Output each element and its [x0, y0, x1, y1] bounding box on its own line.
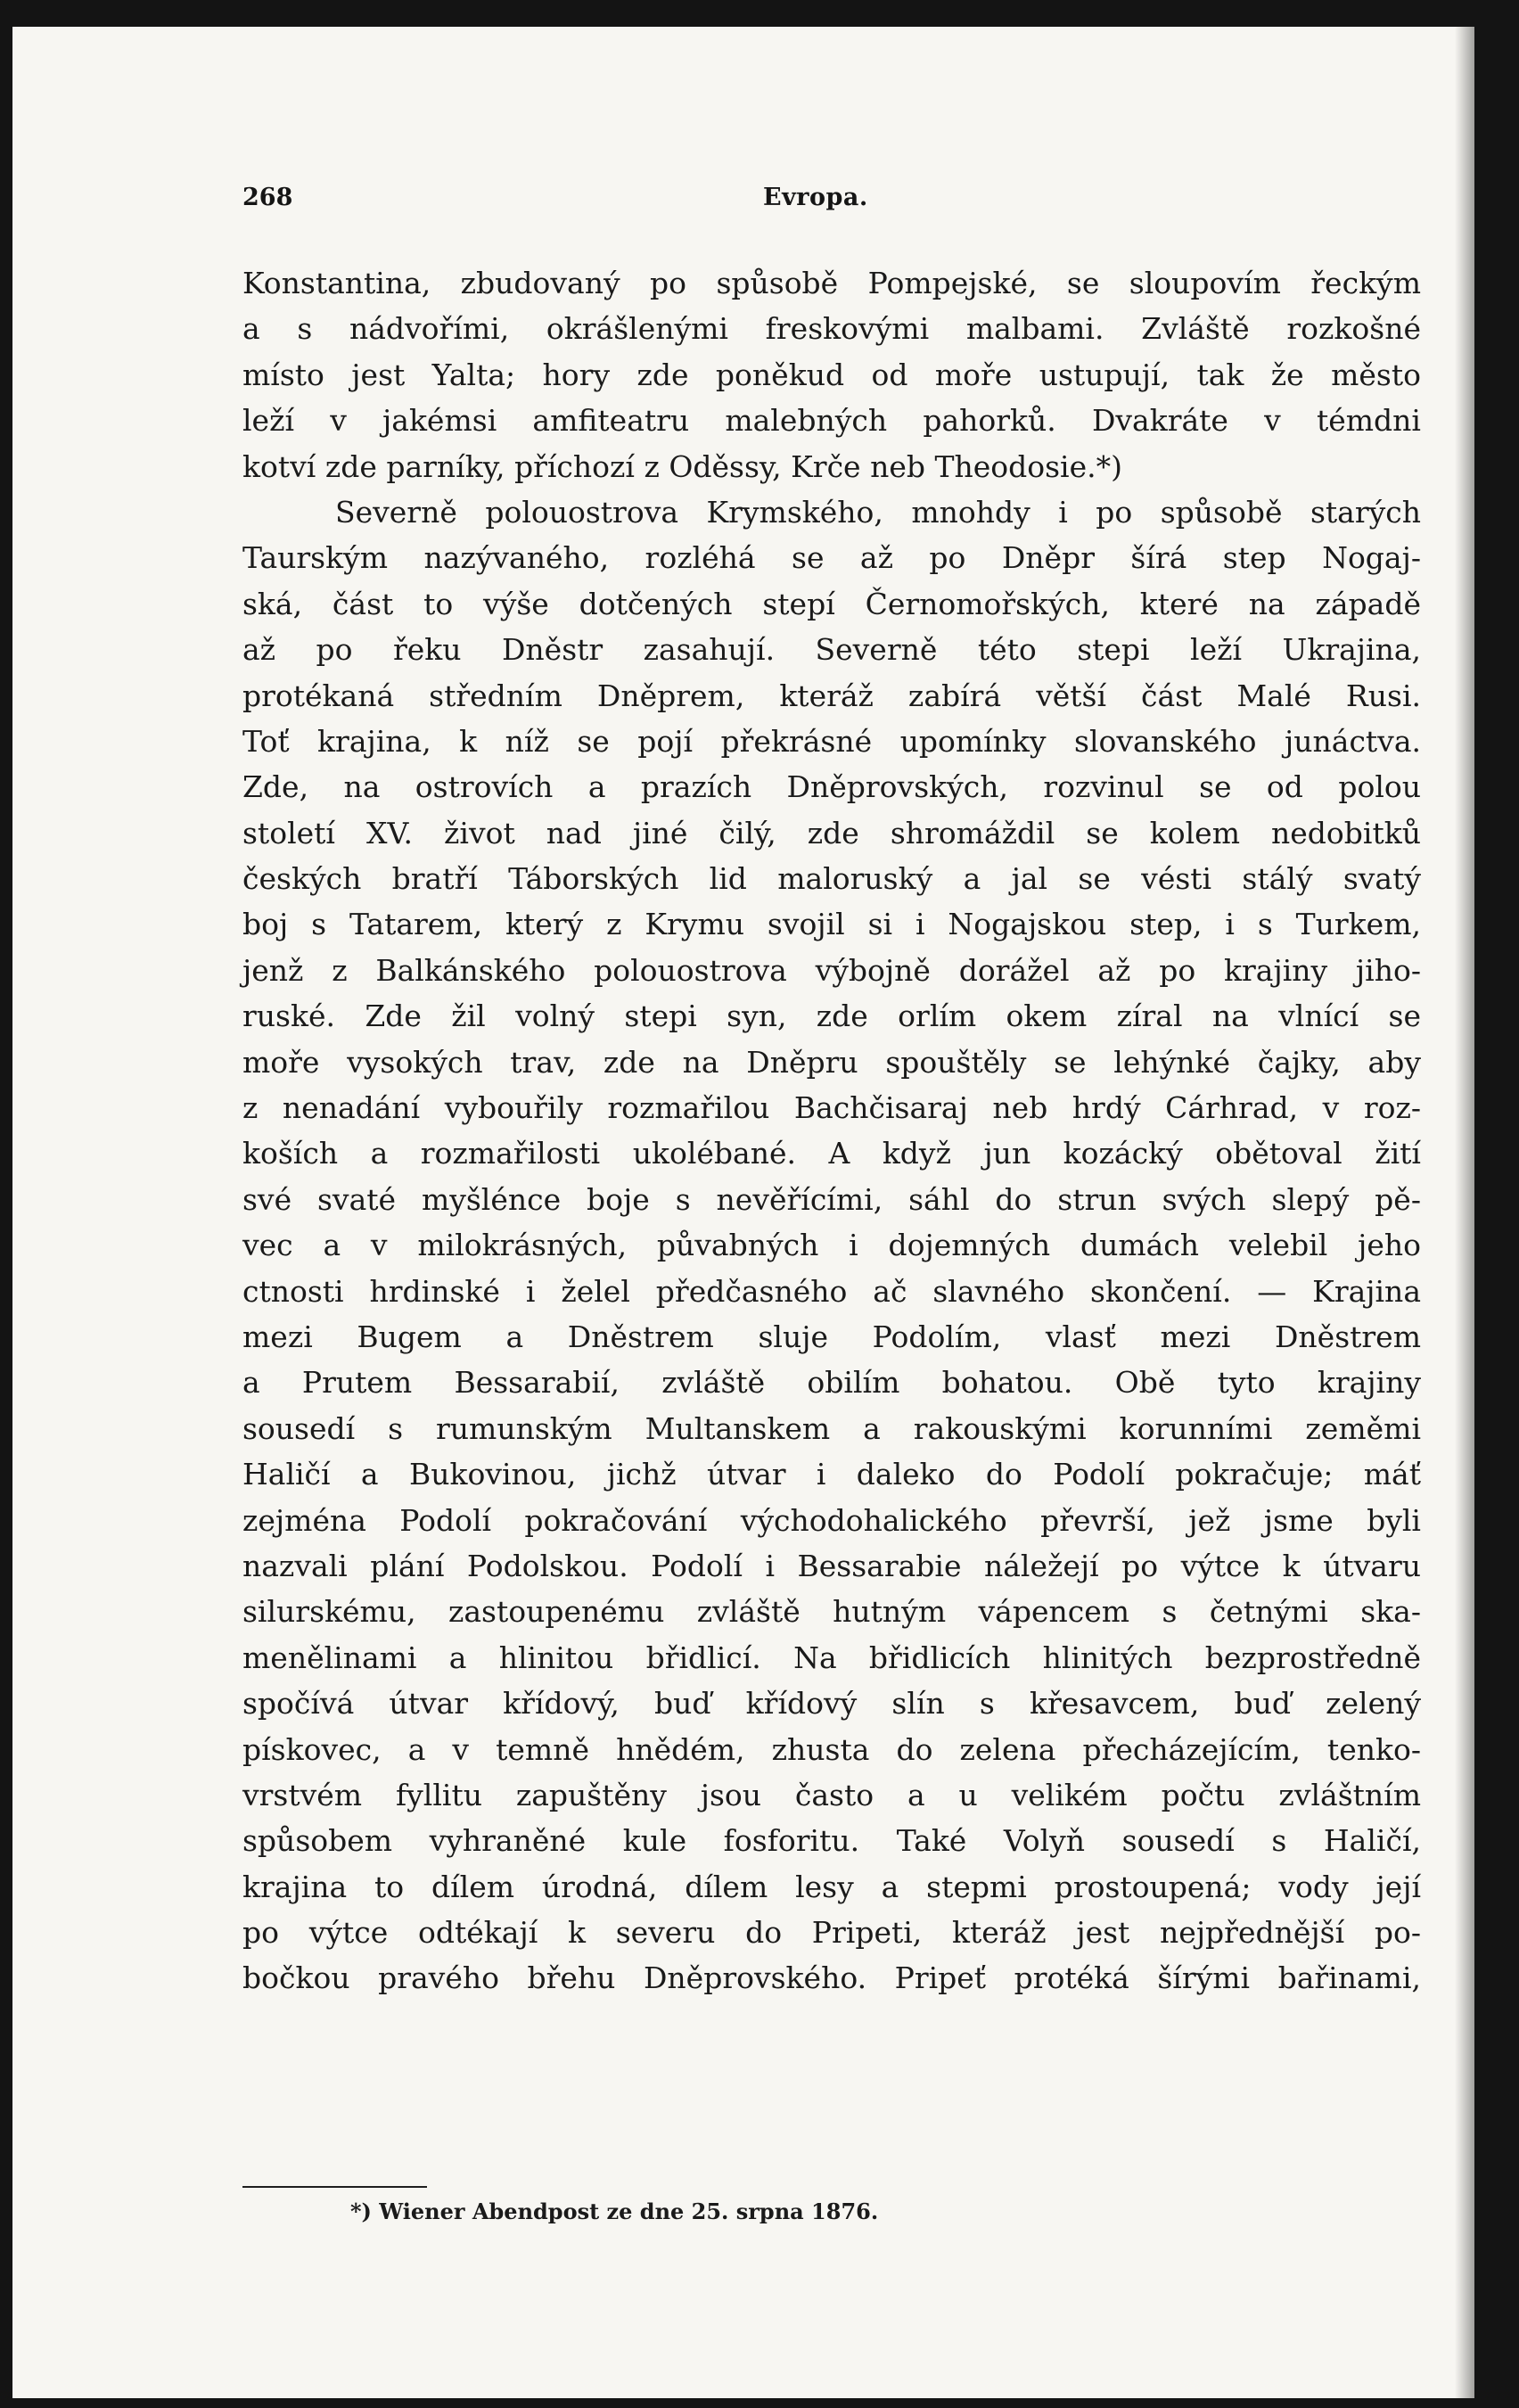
text-line: bočkou pravého břehu Dněprovského. Pripeť protéká šírými bařinami,: [242, 1960, 1421, 1996]
text-line: leží v jakémsi amfiteatru malebných pahorků. Dvakráte v témdni: [242, 403, 1421, 439]
text-line: a Prutem Bessarabií, zvláště obilím bohatou. Obě tyto krajiny: [242, 1365, 1421, 1401]
page-number: 268: [242, 184, 293, 211]
text-line: Toť krajina, k níž se pojí překrásné upomínky slovanského junáctva.: [242, 723, 1421, 759]
text-line: menělinami a hlinitou břidlicí. Na břidlicích hlinitých bezprostředně: [242, 1640, 1421, 1675]
text-line: boj s Tatarem, který z Krymu svojil si i Nogajskou step, i s Turkem,: [242, 907, 1421, 942]
text-line: mezi Bugem a Dněstrem sluje Podolím, vlasť mezi Dněstrem: [242, 1319, 1421, 1354]
text-line: století XV. život nad jiné čilý, zde shromáždil se kolem nedobitků: [242, 815, 1421, 851]
text-line: protékaná středním Dněprem, kteráž zabírá větší část Malé Rusi.: [242, 678, 1421, 713]
text-line: ctnosti hrdinské i želel předčasného ač slavného skončení. — Krajina: [242, 1273, 1421, 1309]
text-line: ruské. Zde žil volný stepi syn, zde orlím okem zíral na vlnící se: [242, 999, 1421, 1034]
text-line: spočívá útvar křídový, buď křídový slín s křesavcem, buď zelený: [242, 1686, 1421, 1722]
text-line: kotví zde parníky, příchozí z Oděssy, Krče neb Theodosie.*): [242, 448, 1123, 484]
text-line: zejména Podolí pokračování východohalického převrší, jež jsme byli: [242, 1502, 1421, 1538]
text-line: spůsobem vyhraněné kule fosforitu. Také Volyň sousedí s Haličí,: [242, 1823, 1421, 1859]
text-line: moře vysokých trav, zde na Dněpru spouštěly se lehýnké čajky, aby: [242, 1044, 1421, 1080]
paragraph-start-line: Severně polouostrova Krymského, mnohdy i po spůsobě starých: [335, 494, 1421, 530]
text-line: Zde, na ostrovích a prazích Dněprovských, rozvinul se od polou: [242, 769, 1421, 805]
page-edge-shadow: [1455, 27, 1474, 2398]
text-line: po výtce odtékají k severu do Pripeti, kteráž jest nejpřednější po-: [242, 1915, 1421, 1951]
text-line: jenž z Balkánského polouostrova výbojně dorážel až po krajiny jiho-: [242, 952, 1421, 988]
text-line: nazvali plání Podolskou. Podolí i Bessarabie náležejí po výtce k útvaru: [242, 1548, 1421, 1583]
text-line: místo jest Yalta; hory zde poněkud od moře ustupují, tak že město: [242, 357, 1421, 392]
text-line: sousedí s rumunským Multanskem a rakouskými korunními zeměmi: [242, 1410, 1421, 1446]
running-head: Evropa.: [763, 184, 868, 211]
text-line: vec a v milokrásných, půvabných i dojemných dumách velebil jeho: [242, 1228, 1421, 1263]
text-line: vrstvém fyllitu zapuštěny jsou často a u velikém počtu zvláštním: [242, 1777, 1421, 1812]
text-line: a s nádvořími, okrášlenými freskovými malbami. Zvláště rozkošné: [242, 311, 1421, 347]
footnote: *) Wiener Abendpost ze dne 25. srpna 1876.: [350, 2198, 879, 2224]
text-line: své svaté myšlénce boje s nevěřícími, sáhl do strun svých slepý pě-: [242, 1181, 1421, 1217]
page-header: [242, 184, 1421, 219]
footnote-rule: [242, 2186, 427, 2188]
text-line: silurskému, zastoupenému zvláště hutným vápencem s četnými ska-: [242, 1594, 1421, 1630]
body-text: [242, 260, 1421, 2001]
text-line: ská, část to výše dotčených stepí Černomořských, které na západě: [242, 586, 1421, 621]
text-line: z nenadání vybouřily rozmařilou Bachčisaraj neb hrdý Cárhrad, v roz-: [242, 1090, 1421, 1126]
text-line: Taurským nazývaného, rozléhá se až po Dněpr šírá step Nogaj-: [242, 540, 1421, 576]
text-line: krajina to dílem úrodná, dílem lesy a stepmi prostoupená; vody její: [242, 1869, 1421, 1904]
text-line: pískovec, a v temně hnědém, zhusta do zelena přecházejícím, tenko-: [242, 1731, 1421, 1767]
text-line: koších a rozmařilosti ukolébané. A když jun kozácký obětoval žití: [242, 1136, 1421, 1171]
text-line: Konstantina, zbudovaný po spůsobě Pompejské, se sloupovím řeckým: [242, 266, 1421, 300]
text-line: Haličí a Bukovinou, jichž útvar i daleko do Podolí pokračuje; máť: [242, 1457, 1421, 1492]
text-line: českých bratří Táborských lid maloruský a jal se vésti stálý svatý: [242, 861, 1421, 897]
text-line: až po řeku Dněstr zasahují. Severně této stepi leží Ukrajina,: [242, 632, 1421, 668]
